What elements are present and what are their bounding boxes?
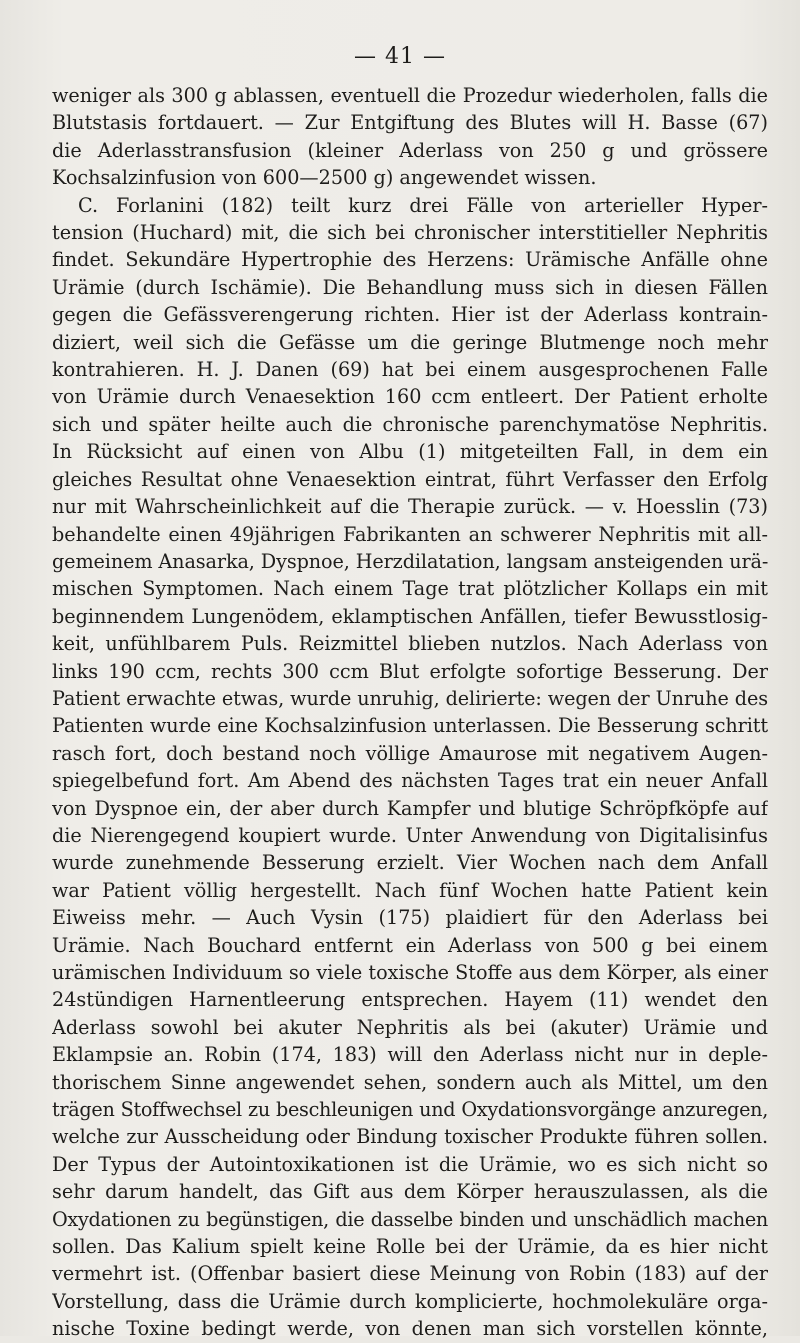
text-line: thorischem Sinne angewendet sehen, sondern auch als Mittel, um den bbox=[52, 1070, 768, 1094]
text-line: Eiweiss mehr. — Auch Vysin (175) plaidiert für den Aderlass bei bbox=[52, 906, 768, 930]
text-line: sich und später heilte auch die chronische parenchymatöse Nephritis. bbox=[52, 412, 768, 436]
text-line: von Dyspnoe ein, der aber durch Kampfer und blutige Schröpfköpfe auf bbox=[52, 796, 768, 820]
text-line: gleiches Resultat ohne Venaesektion eintrat, führt Verfasser den Erfolg bbox=[52, 467, 768, 491]
text-line: von Urämie durch Venaesektion 160 ccm entleert. Der Patient erholte bbox=[52, 385, 768, 409]
text-line: Blutstasis fortdauert. — Zur Entgiftung des Blutes will H. Basse (67) bbox=[52, 111, 768, 135]
text-line: die Nierengegend koupiert wurde. Unter Anwendung von Digitalisinfus bbox=[52, 823, 768, 847]
text-line: vermehrt ist. (Offenbar basiert diese Meinung von Robin (183) auf der bbox=[52, 1262, 768, 1286]
text-line: beginnendem Lungenödem, eklamptischen Anfällen, tiefer Bewusstlosig- bbox=[52, 604, 768, 628]
text-line: In Rücksicht auf einen von Albu (1) mitgeteilten Fall, in dem ein bbox=[52, 440, 768, 464]
text-line: 24stündigen Harnentleerung entsprechen. Hayem (11) wendet den bbox=[52, 988, 768, 1012]
text-line: diziert, weil sich die Gefässe um die geringe Blutmenge noch mehr bbox=[52, 330, 768, 354]
text-line: Urämie (durch Ischämie). Die Behandlung muss sich in diesen Fällen bbox=[52, 275, 768, 299]
text-line: tension (Huchard) mit, die sich bei chronischer interstitieller Nephritis bbox=[52, 221, 768, 245]
body-text bbox=[52, 82, 768, 1343]
text-line: welche zur Ausscheidung oder Bindung toxischer Produkte führen sollen. bbox=[52, 1125, 768, 1149]
text-line: links 190 ccm, rechts 300 ccm Blut erfolgte sofortige Besserung. Der bbox=[52, 659, 768, 683]
text-line: Urämie. Nach Bouchard entfernt ein Aderlass von 500 g bei einem bbox=[52, 933, 768, 957]
text-line: findet. Sekundäre Hypertrophie des Herzens: Urämische Anfälle ohne bbox=[52, 248, 768, 272]
text-line: rasch fort, doch bestand noch völlige Amaurose mit negativem Augen- bbox=[52, 741, 768, 765]
text-line: die Aderlasstransfusion (kleiner Aderlass von 250 g und grössere bbox=[52, 138, 768, 162]
text-line: kontrahieren. H. J. Danen (69) hat bei einem ausgesprochenen Falle bbox=[52, 358, 768, 382]
text-line: behandelte einen 49jährigen Fabrikanten an schwerer Nephritis mit all- bbox=[52, 522, 768, 546]
text-line: mischen Symptomen. Nach einem Tage trat plötzlicher Kollaps ein mit bbox=[52, 577, 768, 601]
page-number: — 41 — bbox=[354, 44, 446, 69]
text-line: sehr darum handelt, das Gift aus dem Körper herauszulassen, als die bbox=[52, 1180, 768, 1204]
text-line: Patient erwachte etwas, wurde unruhig, delirierte: wegen der Unruhe des bbox=[52, 686, 768, 710]
text-line: sollen. Das Kalium spielt keine Rolle bei der Urämie, da es hier nicht bbox=[52, 1235, 768, 1259]
text-line: Der Typus der Autointoxikationen ist die Urämie, wo es sich nicht so bbox=[52, 1152, 768, 1176]
text-line: Oxydationen zu begünstigen, die dasselbe binden und unschädlich machen bbox=[52, 1207, 768, 1231]
text-line: Patienten wurde eine Kochsalzinfusion unterlassen. Die Besserung schritt bbox=[52, 714, 768, 738]
text-line: Vorstellung, dass die Urämie durch komplicierte, hochmolekuläre orga- bbox=[52, 1289, 768, 1313]
text-line: C. Forlanini (182) teilt kurz drei Fälle von arterieller Hyper- bbox=[78, 193, 768, 217]
text-line: gemeinem Anasarka, Dyspnoe, Herzdilatation, langsam ansteigenden urä- bbox=[52, 549, 768, 573]
text-line: urämischen Individuum so viele toxische Stoffe aus dem Körper, als einer bbox=[52, 961, 768, 984]
text-line: Eklampsie an. Robin (174, 183) will den Aderlass nicht nur in deple- bbox=[52, 1043, 768, 1067]
text-line: war Patient völlig hergestellt. Nach fünf Wochen hatte Patient kein bbox=[52, 878, 768, 902]
text-line: keit, unfühlbarem Puls. Reizmittel blieben nutzlos. Nach Aderlass von bbox=[52, 632, 768, 656]
text-line: weniger als 300 g ablassen, eventuell die Prozedur wiederholen, falls die bbox=[52, 84, 768, 107]
text-line: spiegelbefund fort. Am Abend des nächsten Tages trat ein neuer Anfall bbox=[52, 769, 768, 793]
text-line: gegen die Gefässverengerung richten. Hier ist der Aderlass kontrain- bbox=[52, 303, 768, 327]
text-line: wurde zunehmende Besserung erzielt. Vier Wochen nach dem Anfall bbox=[52, 851, 768, 875]
text-line: trägen Stoffwechsel zu beschleunigen und Oxydationsvorgänge anzuregen, bbox=[52, 1098, 768, 1122]
text-line: nur mit Wahrscheinlichkeit auf die Therapie zurück. — v. Hoesslin (73) bbox=[52, 495, 768, 519]
text-line: nische Toxine bedingt werde, von denen man sich vorstellen könnte, bbox=[52, 1317, 768, 1341]
text-line: Aderlass sowohl bei akuter Nephritis als bei (akuter) Urämie und bbox=[52, 1015, 768, 1039]
text-line: Kochsalzinfusion von 600—2500 g) angewendet wissen. bbox=[52, 166, 597, 190]
